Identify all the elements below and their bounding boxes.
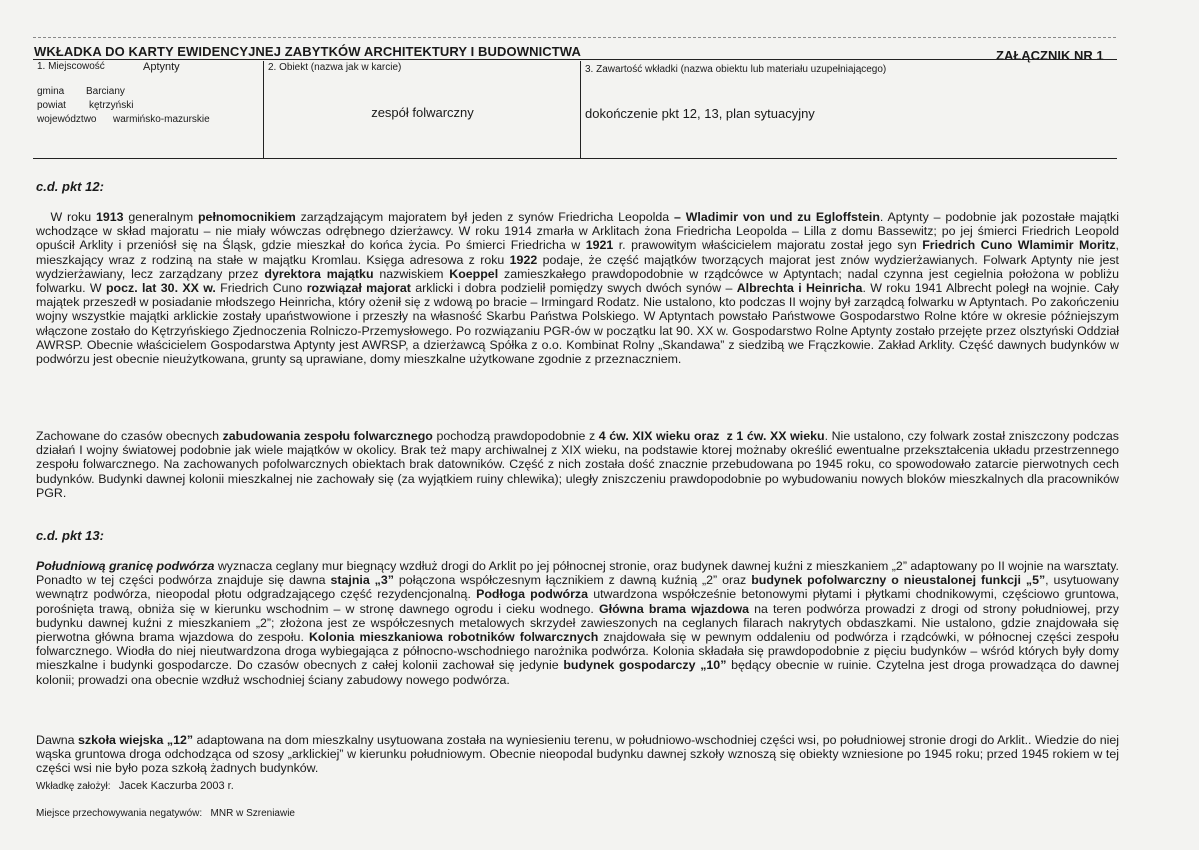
top-dashed-rule (33, 37, 1116, 38)
locality-value: Aptynty (143, 61, 180, 73)
content-value: dokończenie pkt 12, 13, plan sytuacyjny (585, 106, 815, 121)
author-label: Wkładkę założył: (36, 781, 111, 792)
object-cell (263, 61, 581, 158)
powiat-label: powiat (37, 100, 66, 111)
document-title: WKŁADKA DO KARTY EWIDENCYJNEJ ZABYTKÓW ARCHITEKTURY I BUDOWNICTWA (34, 44, 581, 59)
locality-cell (33, 61, 263, 158)
object-label: 2. Obiekt (nazwa jak w karcie) (268, 62, 402, 73)
object-value: zespół folwarczny (371, 105, 474, 120)
paragraph-courtyard: Południową granicę podwórza wyznacza ceglany mur biegnący wzdłuż drogi do Arklit po jej północnej stronie, oraz budynek dawnej kuźni z mieszkaniem „2” adaptowany po II wojnie na warsztaty. Ponadto w tej części podwórza znajduje się dawna stajnia „3” połączona współczesnym łącznikiem z dawną kuźnią „2” oraz budynek pofolwarczny o nieustalonej funkcji „5”, usytuowany wewnątrz podwórza, nieopodal płotu odgradzającego część rezydencjonalną. Podłoga podwórza utwardzona współcześnie betonowymi płytami i płytkami chodnikowymi, częściowo gruntowa, porośnięta trawą, obniża się w kierunku wschodnim – w stronę dawnego ogrodu i cieku wodnego. Główna brama wjazdowa na teren podwórza prowadzi z drogi od strony południowej, przy budynku dawnej kuźni z mieszkaniem „2”; złożona jest ze współczesnych metalowych skrzydeł zawieszonych na ceglanych filarach nakrytych obdaszkami. Nie ustalono, gdzie znajdowała się pierwotna główna brama wjazdowa do zespołu. Kolonia mieszkaniowa robotników folwarcznych znajdowała się w pewnym oddaleniu od podwórza i rządcówki, w północnej części zespołu folwarcznego. Wiodła do niej nieutwardzona droga wybiegająca z północno-wschodniego narożnika podwórza. Kolonia składała się prawdopodobnie z pięciu budynków – wśród których były domy mieszkalne i budynki gospodarcze. Do czasów obecnych z całej kolonii zachował się jedynie budynek gospodarczy „10” będący obecnie w ruinie. Czytelna jest droga prowadząca do dawnej kolonii; prowadzi ona obecnie wzdłuż wschodniej ściany zabudowy nowego podwórza. (36, 559, 1120, 687)
negatives-label: Miejsce przechowywania negatywów: (36, 808, 203, 819)
content-cell (580, 61, 1118, 158)
negatives-line (36, 808, 295, 819)
voivodeship-value: warmińsko-mazurskie (113, 114, 210, 125)
author-line (36, 780, 234, 792)
header-rule (33, 59, 1117, 60)
content-label: 3. Zawartość wkładki (nazwa obiektu lub materiału uzupełniającego) (585, 64, 887, 75)
author-value: Jacek Kaczurba 2003 r. (118, 780, 234, 792)
locality-label: 1. Miejscowość (37, 61, 105, 72)
paragraph-history: W roku 1913 generalnym pełnomocnikiem zarządzającym majoratem był jeden z synów Friedricha Leopolda – Wladimir von und zu Egloffstein. Aptynty – podobnie jak pozostałe majątki wchodzące w skład majoratu – nie miały wówczas odrębnego dzierżawcy. W roku 1914 zmarła w Arklitach żona Friedricha Leopolda – Lilla z domu Bassewitz; po jej śmierci Friedrich Leopold opuścił Arklity i przeniósł się na Śląsk, gdzie mieszkał do końca życia. Po śmierci Friedricha w 1921 r. prawowitym właścicielem majoratu został jego syn Friedrich Cuno Wlamimir Moritz, mieszkający wraz z rodziną na stałe w majątku Kromlau. Księga adresowa z roku 1922 podaje, że część majątków tworzących majorat jest znów wydzierżawianych. Folwark Aptynty nie jest wydzierżawiany, lecz zarządzany przez dyrektora majątku nazwiskiem Koeppel zamieszkałego prawdopodobnie w rządcówce w Aptyntach; nadal czynna jest cegielnia położona w pobliżu folwarku. W pocz. lat 30. XX w. Friedrich Cuno rozwiązał majorat arklicki i dobra podzielił pomiędzy swych dwóch synów – Albrechta i Heinricha. W roku 1941 Albrecht poległ na wojnie. Cały majątek przeszedł w posiadanie młodszego Heinricha, który ożenił się z wdową po bracie – Irmingard Rodatz. Nie ustalono, kto podczas II wojny był zarządcą folwarku w Aptyntach. Po zakończeniu wojny wszystkie majątki arklickie zostały upaństwowione i przeszły na własność Skarbu Państwa Polskiego. W Aptyntach powstało Państwowe Gospodarstwo Rolne które w okresie późniejszym włączone zostało do Kętrzyńskiego Zjednoczenia Rolniczo-Przemysłowego. Po rozwiązaniu PGR-ów w początku lat 90. XX w. Gospodarstwo Rolne Aptynty zostało przejęte przez olsztyński Oddział AWRSP. Obecnie właścicielem Gospodarstwa Aptynty jest AWRSP, a dzierżawcą Spółka z o.o. Kombinat Rolny „Skandawa” z siedzibą we Frączkowie. Zakład Arklity. Część dawnych budynków w podwórzu jest obecnie nieużytkowana, grunty są uprawiane, domy mieszkalne użytkowane zgodnie z przeznaczniem. (36, 210, 1120, 367)
gmina-label: gmina (37, 86, 65, 97)
section-pkt12-heading: c.d. pkt 12: (36, 179, 104, 194)
paragraph-buildings: Zachowane do czasów obecnych zabudowania zespołu folwarcznego pochodzą prawdopodobnie z 4 ćw. XIX wieku oraz z 1 ćw. XX wieku. Nie ustalono, czy folwark został zniszczony podczas działań I wojny światowej podobnie jak wiele majątków w okolicy. Brak też mapy archiwalnej z XIX wieku, na podstawie ktorej możnaby określić ewentualne przekształcenia układu przestrzennego zespołu folwarcznego. Na zachowanych pofolwarcznych obiektach brak datowników. Część z nich została dość znacznie przebudowana po 1945 roku, co spowodowało zatarcie pierwotnych cech budynków. Budynki dawnej kolonii mieszkalnej nie zachowały się (za wyjątkiem ruiny chlewika); uległy zniszczeniu prawdopodobnie po wybudowaniu nowych bloków mieszkalnych dla pracowników PGR. (36, 429, 1120, 500)
powiat-value: kętrzyński (89, 100, 134, 111)
annex-label: ZAŁĄCZNIK NR 1 (996, 48, 1104, 63)
voivodeship-label: województwo (37, 114, 97, 125)
gmina-value: Barciany (86, 86, 125, 97)
section-pkt13-heading: c.d. pkt 13: (36, 528, 104, 543)
paragraph-school: Dawna szkoła wiejska „12” adaptowana na dom mieszkalny usytuowana została na wyniesieniu terenu, w południowo-wschodniej części wsi, po południowej stronie drogi do Arklit.. Wiedzie do niej wąska gruntowa droga odchodząca od szosy „arklickiej” w kierunku południowym. Obecnie nieopodal budynku dawnej szkoły wznoszą się obiekty wzniesione po 1945 roku; przed 1945 rokiem w tej części wsi nie było poza szkołą żadnych budynków. (36, 733, 1119, 776)
header-fields-table (33, 61, 1117, 159)
negatives-value: MNR w Szreniawie (210, 808, 295, 819)
